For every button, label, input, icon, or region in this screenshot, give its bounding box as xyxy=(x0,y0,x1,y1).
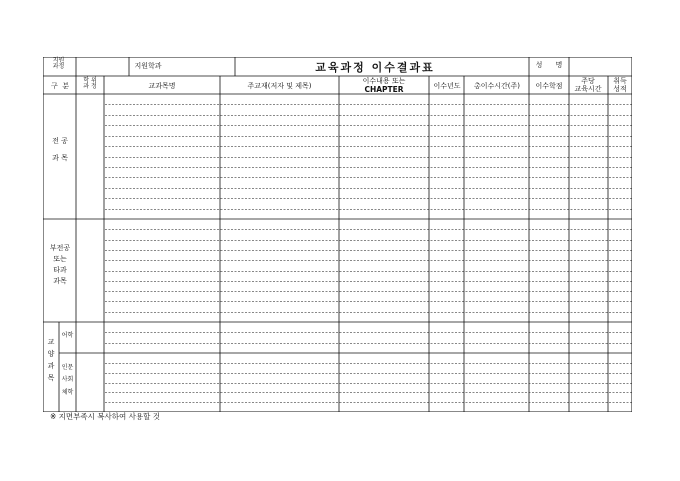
textbook-header: 주교재(저자 및 제목) xyxy=(247,82,312,90)
footnote: ※ 지면부족시 복사하여 사용할 것 xyxy=(50,412,161,421)
form-title: 교육과정 이수결과표 xyxy=(315,61,435,74)
form-sheet xyxy=(43,57,632,412)
support-course-label: 지원 과정 xyxy=(52,57,65,71)
grade-header-line1: 취득 xyxy=(613,77,627,85)
content-header-line1: 이수내용 또는 xyxy=(362,77,406,85)
support-dept-label: 지원학과 xyxy=(134,62,162,70)
minor-section-label: 부전공 또는 타과 과목 xyxy=(49,244,71,285)
category-header: 구 분 xyxy=(51,82,69,90)
degree-header: 학 위 과 정 xyxy=(83,77,97,91)
hours-header: 총이수시간(주) xyxy=(473,82,521,90)
liberal-humanities-label: 인문 사회 체학 xyxy=(61,364,74,396)
liberal-section-label: 교 양 과 목 xyxy=(47,338,55,382)
credits-header: 이수학점 xyxy=(535,82,563,90)
liberal-language-label: 어학 xyxy=(61,332,74,339)
weekly-hours-header-line2: 교육시간 xyxy=(574,85,602,93)
content-header-line2: CHAPTER xyxy=(364,85,404,94)
major-section-label: 전 공 과 목 xyxy=(52,137,68,162)
form-grid xyxy=(43,57,632,412)
grade-header-line2: 성적 xyxy=(613,85,627,93)
course-name-header: 교과목명 xyxy=(148,82,176,90)
name-label: 성 명 xyxy=(535,61,563,69)
year-header: 이수년도 xyxy=(433,82,461,90)
weekly-hours-header-line1: 주당 xyxy=(581,77,595,85)
